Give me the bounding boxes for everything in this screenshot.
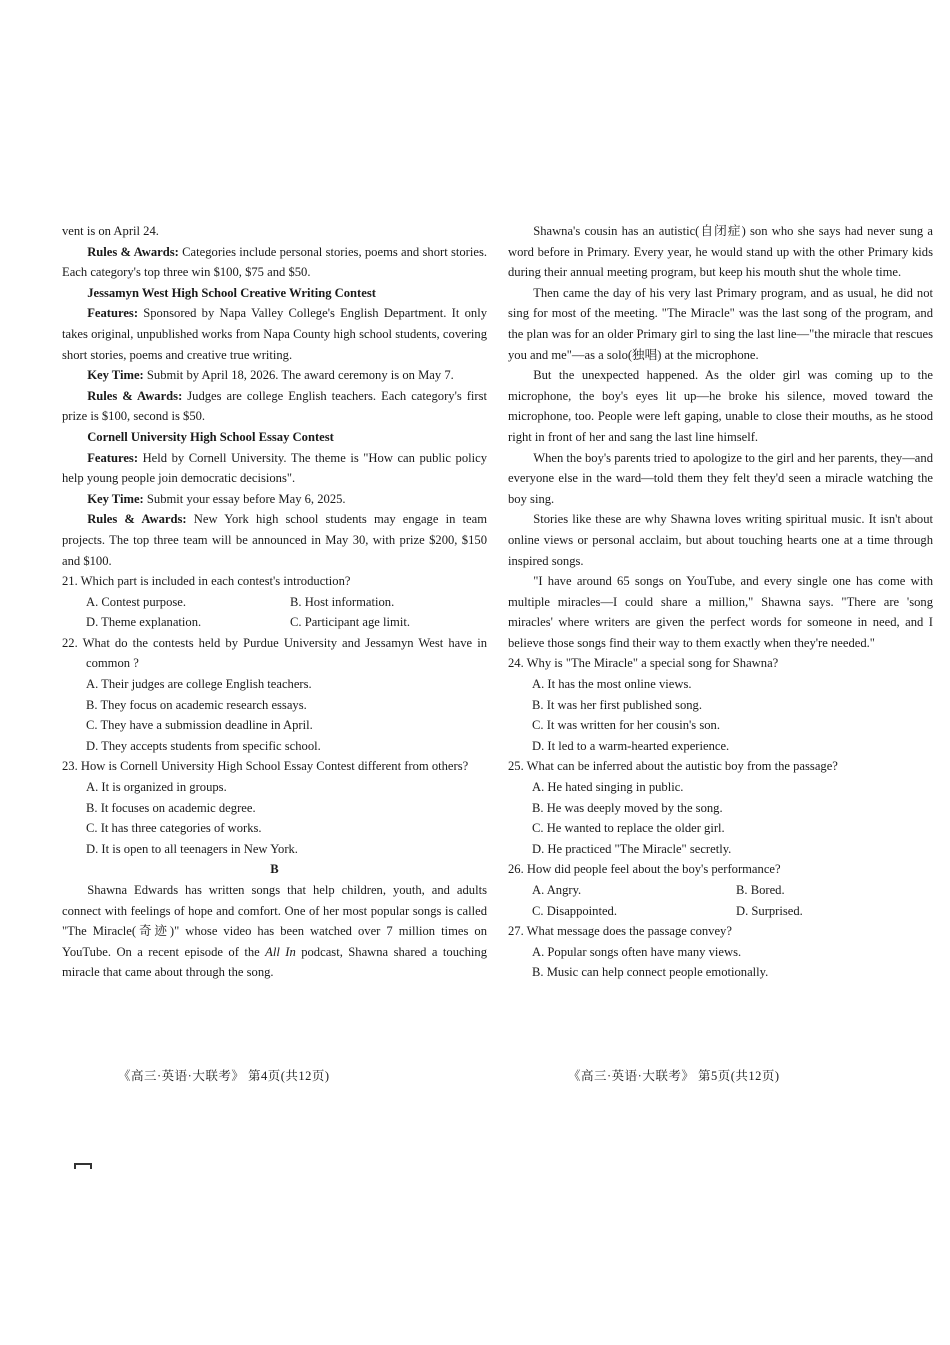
option-c: C. He wanted to replace the older girl.: [532, 821, 725, 836]
option-b: B. He was deeply moved by the song.: [532, 800, 723, 815]
option-d: D. It led to a warm-hearted experience.: [532, 738, 730, 753]
question-21-options: [62, 592, 487, 633]
text: New York high school students may engage in team projects. The top three team will be announced in May 30, with prize $200, $150 and $100.: [62, 512, 488, 568]
option-d: D. Surprised.: [736, 903, 803, 918]
option-b: B. Music can help connect people emotionally.: [532, 965, 769, 980]
option-a: A. Contest purpose.: [86, 594, 187, 609]
label: Rules & Awards:: [87, 244, 179, 259]
option-a: A. Their judges are college English teachers.: [86, 677, 312, 692]
paragraph: [62, 509, 487, 571]
text: Sponsored by Napa Valley College's English Department. It only takes original, unpublished works from Napa County high school students, covering short stories, poems and creative true writing.: [62, 306, 487, 362]
question-23: 23. How is Cornell University High School Essay Contest different from others?: [62, 759, 469, 774]
option-d: D. He practiced "The Miracle" secretly.: [532, 841, 732, 856]
podcast-name: All In: [265, 944, 296, 959]
option-c: C. Participant age limit.: [290, 615, 410, 630]
option-b: B. Bored.: [736, 883, 785, 897]
paragraph: [62, 242, 487, 283]
option-c: C. They have a submission deadline in April.: [86, 718, 313, 733]
question-21: 21. Which part is included in each contest's introduction?: [62, 574, 351, 589]
option-d: D. They accepts students from specific school.: [86, 738, 321, 753]
paragraph: vent is on April 24.: [62, 224, 159, 238]
contest-title: Cornell University High School Essay Contest: [87, 429, 334, 444]
paragraph: "I have around 65 songs on YouTube, and every single one has come with multiple miracles—I could share a million," Shawna says. "There are 'song miracles' where writers are given the perfect words for someone in need, and I believe those songs find their way to them exactly when they're needed.": [508, 574, 933, 650]
option-a: A. Angry.: [532, 883, 582, 897]
option-b: B. Host information.: [290, 594, 395, 609]
text: podcast, Shawna shared a touching miracle that came about through the song.: [62, 944, 487, 980]
page-footer-left: 《高三·英语·大联考》 第4页(共12页): [118, 1069, 330, 1083]
option-c: C. It was written for her cousin's son.: [532, 718, 720, 733]
option-d: D. It is open to all teenagers in New York.: [86, 841, 298, 856]
page-footer-right: 《高三·英语·大联考》 第5页(共12页): [568, 1069, 780, 1083]
text: Submit by April 18, 2026. The award ceremony is on May 7.: [143, 368, 454, 383]
paragraph: [62, 448, 487, 489]
option-b: B. They focus on academic research essays.: [86, 697, 307, 712]
paragraph: But the unexpected happened. As the older girl was coming up to the microphone, the boy's eyes lit up—he broke his silence, moved toward the microphone, too. People were left gaping, unable to close their mouths, as he stood right in front of her and sang the last line himself.: [508, 368, 933, 444]
text: Judges are college English teachers. Each category's first prize is $100, second is $50.: [62, 388, 488, 424]
option-c: C. It has three categories of works.: [86, 821, 262, 836]
section-heading: B: [270, 862, 279, 877]
question-27: 27. What message does the passage convey?: [508, 924, 732, 939]
label: Rules & Awards:: [87, 512, 187, 527]
paragraph: Stories like these are why Shawna loves writing spiritual music. It isn't about online views or personal acclaim, but about touching hearts one at a time through inspired songs.: [508, 512, 933, 568]
question-25: 25. What can be inferred about the autistic boy from the passage?: [508, 759, 838, 774]
left-column: [62, 221, 487, 983]
option-a: A. It has the most online views.: [532, 677, 692, 692]
option-a: A. Popular songs often have many views.: [532, 944, 742, 959]
label: Key Time:: [87, 368, 144, 383]
question-26: 26. How did people feel about the boy's performance?: [508, 862, 781, 877]
paragraph: [62, 489, 487, 510]
text: Held by Cornell University. The theme is "How can public policy help young people join democratic decisions".: [62, 450, 487, 486]
option-b: B. It focuses on academic degree.: [86, 800, 256, 815]
option-a: A. He hated singing in public.: [532, 780, 684, 795]
text: Submit your essay before May 6, 2025.: [143, 491, 346, 506]
paragraph: Shawna's cousin has an autistic(自闭症) son who she says had never sung a word before in Primary. Every year, he would stand up with the other Primary kids during their annual meeting program, but keep his mouth shut the whole time.: [508, 224, 933, 280]
paragraph: [62, 303, 487, 365]
question-26-options: [508, 880, 933, 921]
label: Key Time:: [87, 491, 144, 506]
paragraph: [62, 880, 487, 983]
option-d: D. Theme explanation.: [86, 615, 202, 630]
question-24: 24. Why is "The Miracle" a special song for Shawna?: [508, 656, 779, 671]
right-column: [508, 221, 933, 983]
option-a: A. It is organized in groups.: [86, 780, 227, 795]
paragraph: [62, 365, 487, 386]
option-b: B. It was her first published song.: [532, 697, 702, 712]
option-c: C. Disappointed.: [532, 903, 618, 918]
corner-mark-icon: [74, 1163, 92, 1169]
contest-title: Jessamyn West High School Creative Writing Contest: [87, 285, 376, 300]
text: Categories include personal stories, poems and short stories. Each category's top three win $100, $75 and $50.: [62, 244, 487, 280]
label: Features:: [87, 450, 139, 465]
paragraph: When the boy's parents tried to apologize to the girl and her parents, they—and everyone else in the ward—told them they felt they'd seen a miracle watching the boy sing.: [508, 450, 933, 506]
question-22: 22. What do the contests held by Purdue University and Jessamyn West have in common ?: [62, 635, 487, 671]
paragraph: [62, 386, 487, 427]
label: Features:: [87, 306, 139, 321]
text: Shawna Edwards has written songs that help children, youth, and adults connect with feelings of hope and comfort. One of her most popular songs is called "The Miracle(奇迹)" whose video has been watched over 7 million times on YouTube. On a recent episode of the: [62, 883, 487, 959]
paragraph: Then came the day of his very last Primary program, and as usual, he did not sing for most of the meeting. "The Miracle" was the last song of the program, and the plan was for an older Primary girl to sing the last line—"the miracle that rescues you and me"—as a solo(独唱) at the microphone.: [508, 285, 933, 362]
label: Rules & Awards:: [87, 388, 183, 403]
